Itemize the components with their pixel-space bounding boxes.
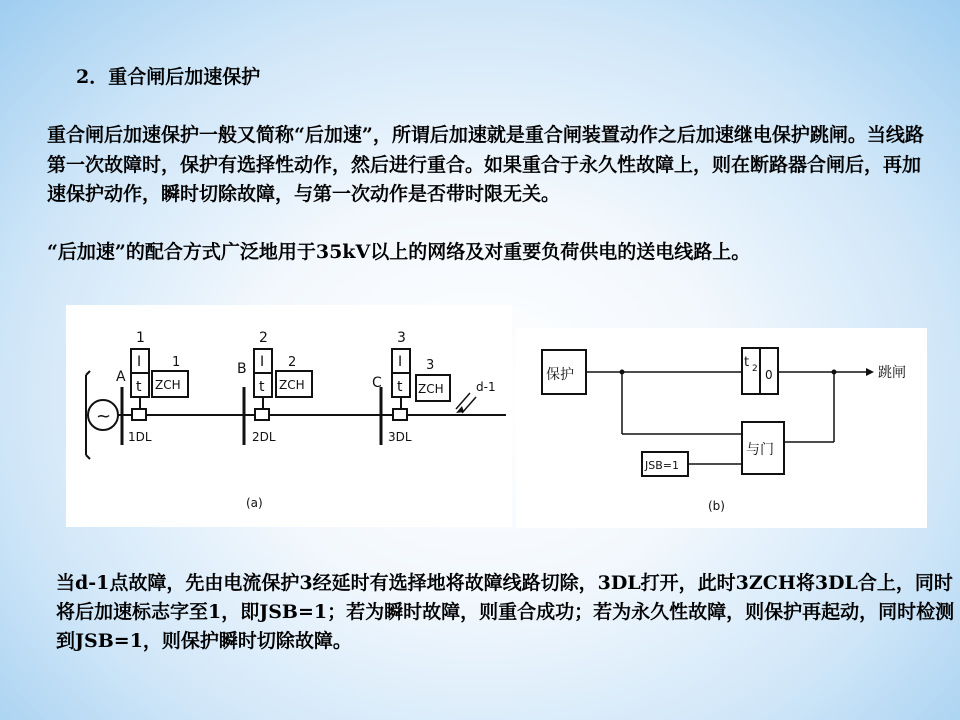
timer-zero: 0 — [765, 368, 773, 382]
relay-2-t: t — [259, 379, 265, 395]
bus-a-label: A — [116, 369, 126, 385]
breaker-2dl-label: 2DL — [252, 430, 276, 444]
relay-3-number: 3 — [397, 330, 406, 346]
relay-2-I: I — [260, 354, 265, 370]
and-gate-label: 与门 — [746, 442, 774, 458]
relay-1-t: t — [136, 379, 142, 395]
output-arrow-icon — [866, 368, 874, 376]
fault-label: d-1 — [476, 380, 496, 394]
bus-b-label: B — [237, 361, 247, 377]
section-heading: 2．重合闸后加速保护 — [76, 66, 261, 88]
bus-c-label: C — [372, 375, 382, 391]
relay-2-number: 2 — [259, 330, 268, 346]
relay-1-I: I — [137, 354, 142, 370]
zch-2-label: ZCH — [279, 378, 305, 392]
breaker-1dl-label: 1DL — [128, 430, 152, 444]
relay-3-t: t — [397, 379, 403, 395]
zch-3-label: ZCH — [418, 382, 444, 396]
figure-b-logic-diagram — [516, 328, 927, 528]
zch-3-number: 3 — [426, 358, 435, 373]
breaker-3dl-label: 3DL — [388, 430, 412, 444]
figure-b-svg — [516, 328, 927, 528]
figure-a-svg — [66, 305, 512, 527]
protection-label: 保护 — [546, 367, 574, 383]
figure-a-caption: (a) — [246, 496, 263, 510]
timer-t: t — [744, 355, 750, 370]
timer-subscript: 2 — [752, 364, 758, 374]
jsb-label: JSB=1 — [645, 459, 679, 472]
fault-arrow-icon — [456, 393, 476, 413]
breaker-1dl — [132, 409, 146, 420]
paragraph-application: “后加速”的配合方式广泛地用于35kV以上的网络及对重要负荷供电的送电线路上。 — [47, 241, 751, 263]
paragraph-definition: 重合闸后加速保护一般又简称“后加速”，所谓后加速就是重合闸装置动作之后加速继电保护跳闸。当线路第一次故障时，保护有选择性动作，然后进行重合。如果重合于永久性故障上，则在断路器合闸后，再加速保护动作，瞬时切除故障，与第一次动作是否带时限无关。 — [47, 124, 924, 205]
paragraph-example: 当d-1点故障，先由电流保护3经延时有选择地将故障线路切除，3DL打开，此时3ZCH将3DL合上，同时将后加速标志字至1，即JSB=1；若为瞬时故障，则重合成功；若为永久性故障，则保护再起动，同时检测到JSB=1，则保护瞬时切除故障。 — [56, 572, 955, 652]
zch-1-label: ZCH — [155, 378, 181, 392]
trip-label: 跳闸 — [878, 365, 906, 381]
zch-1-number: 1 — [172, 355, 181, 370]
figure-b-caption: (b) — [708, 499, 725, 513]
breaker-3dl — [393, 409, 407, 420]
breaker-2dl — [255, 409, 269, 420]
relay-3-I: I — [398, 354, 403, 370]
zch-2-number: 2 — [288, 355, 297, 370]
source-symbol: ~ — [96, 406, 112, 427]
figure-a-line-diagram — [66, 305, 512, 527]
relay-1-number: 1 — [136, 330, 145, 346]
